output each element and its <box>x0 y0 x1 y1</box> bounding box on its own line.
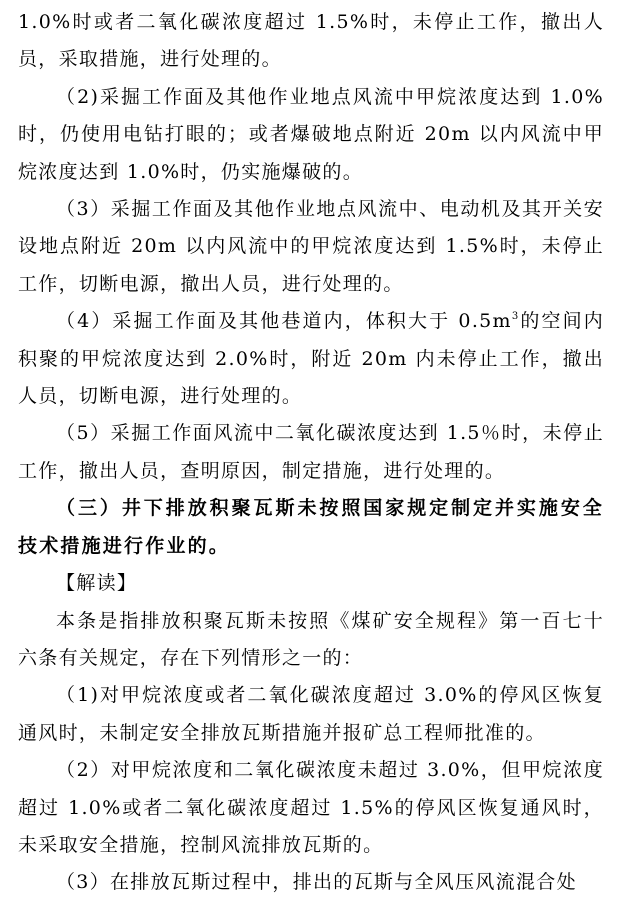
paragraph-item-3: （3）采掘工作面及其他作业地点风流中、电动机及其开关安设地点附近 20m 以内风流中的甲烷浓度达到 1.5%时，未停止工作，切断电源，撤出人员，进行处理的。 <box>18 198 604 295</box>
paragraph-item-4-text-b: 的空间内积聚的甲烷浓度达到 2.0%时，附近 20m 内未停止工作，撤出人员，切断电源，进行处理的。 <box>18 310 605 408</box>
paragraph-item-4 <box>18 303 604 415</box>
interpretation-intro: 本条是指排放积聚瓦斯未按照《煤矿安全规程》第一百七十六条有关规定，存在下列情形之一的： <box>18 609 604 669</box>
paragraph-item-2: （2)采掘工作面及其他作业地点风流中甲烷浓度达到 1.0%时，仍使用电钻打眼的；或者爆破地点附近 20m 以内风流中甲烷浓度达到 1.0%时，仍实施爆破的。 <box>18 85 604 183</box>
paragraph-item-4-text-a: （4）采掘工作面及其他巷道内，体积大于 0.5m <box>56 310 512 333</box>
interpretation-item-1: （1)对甲烷浓度或者二氧化碳浓度超过 3.0%的停风区恢复通风时，未制定安全排放瓦斯措施并报矿总工程师批准的。 <box>18 684 604 744</box>
section-heading-3: （三）井下排放积聚瓦斯未按照国家规定制定并实施安全技术措施进行作业的。 <box>18 497 604 557</box>
interpretation-item-2: （2）对甲烷浓度和二氧化碳浓度未超过 3.0%，但甲烷浓度超过 1.0%或者二氧化碳浓度超过 1.5%的停风区恢复通风时，未采取安全措施，控制风流排放瓦斯的。 <box>18 759 604 856</box>
superscript-cubic: 3 <box>511 311 520 323</box>
interpretation-label: 【解读】 <box>56 572 138 595</box>
paragraph-continuation: 1.0%时或者二氧化碳浓度超过 1.5%时，未停止工作，撤出人员，采取措施，进行处理的。 <box>18 11 604 71</box>
paragraph-item-5: （5）采掘工作面风流中二氧化碳浓度达到 1.5％时，未停止工作，撤出人员，查明原因，制定措施，进行处理的。 <box>18 422 604 482</box>
interpretation-item-3: （3）在排放瓦斯过程中，排出的瓦斯与全风压风流混合处 <box>56 871 577 894</box>
